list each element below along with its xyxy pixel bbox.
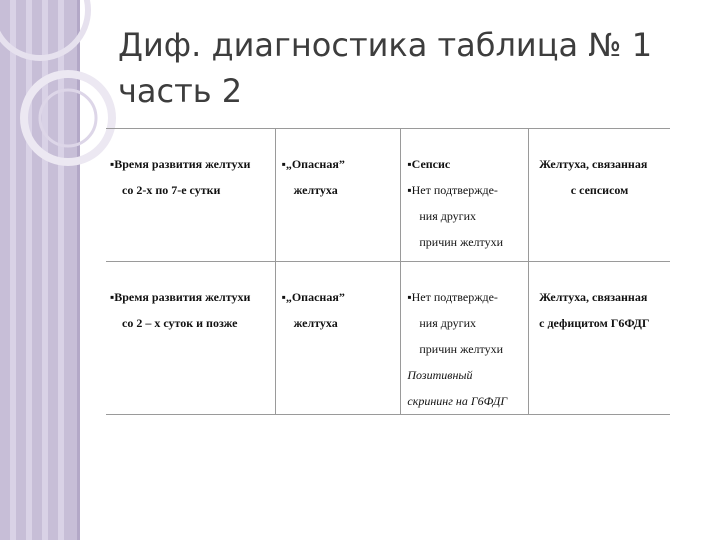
differential-diagnosis-table: [106, 128, 670, 415]
deco-circle: [24, 74, 112, 162]
table-cell: [529, 129, 670, 262]
deco-circle: [40, 90, 96, 146]
slide-title: [118, 22, 698, 114]
deco-circle: [0, 0, 88, 58]
cell-text: со 2 – х суток и позже: [122, 316, 238, 330]
cell-text: ▪„Опасная”: [281, 290, 345, 304]
cell-text: со 2-х по 7-е сутки: [122, 183, 221, 197]
cell-text: Желтуха, связанная: [539, 290, 648, 304]
cell-text: с сепсисом: [570, 183, 629, 197]
cell-text: Желтуха, связанная: [539, 157, 648, 171]
cell-text: ния других: [419, 209, 477, 223]
table-cell: [106, 262, 275, 415]
cell-text: причин желтухи: [419, 235, 504, 249]
cell-text: причин желтухи: [419, 342, 504, 356]
cell-text: скрининг на Г6ФДГ: [407, 394, 508, 408]
table-cell: [401, 262, 529, 415]
table-cell: [275, 262, 401, 415]
cell-text: ▪Нет подтвержде-: [407, 183, 498, 197]
cell-text: ▪Время развития желтухи: [110, 290, 251, 304]
table-cell: [275, 129, 401, 262]
table-cell: [401, 129, 529, 262]
table-cell: [529, 262, 670, 415]
title-line-2: часть 2: [118, 72, 243, 110]
cell-text: ▪„Опасная”: [281, 157, 345, 171]
title-line-1: Диф. диагностика таблица № 1: [118, 26, 653, 64]
table-row: [106, 262, 670, 415]
cell-text: с дефицитом Г6ФДГ: [539, 316, 650, 330]
cell-text: ▪Сепсис: [407, 157, 451, 171]
cell-text: желтуха: [293, 316, 338, 330]
cell-text: ▪Время развития желтухи: [110, 157, 251, 171]
cell-text: ▪Нет подтвержде-: [407, 290, 498, 304]
table-row: [106, 129, 670, 262]
table-cell: [106, 129, 275, 262]
cell-text: Позитивный: [407, 368, 473, 382]
cell-text: желтуха: [293, 183, 338, 197]
cell-text: ния других: [419, 316, 477, 330]
